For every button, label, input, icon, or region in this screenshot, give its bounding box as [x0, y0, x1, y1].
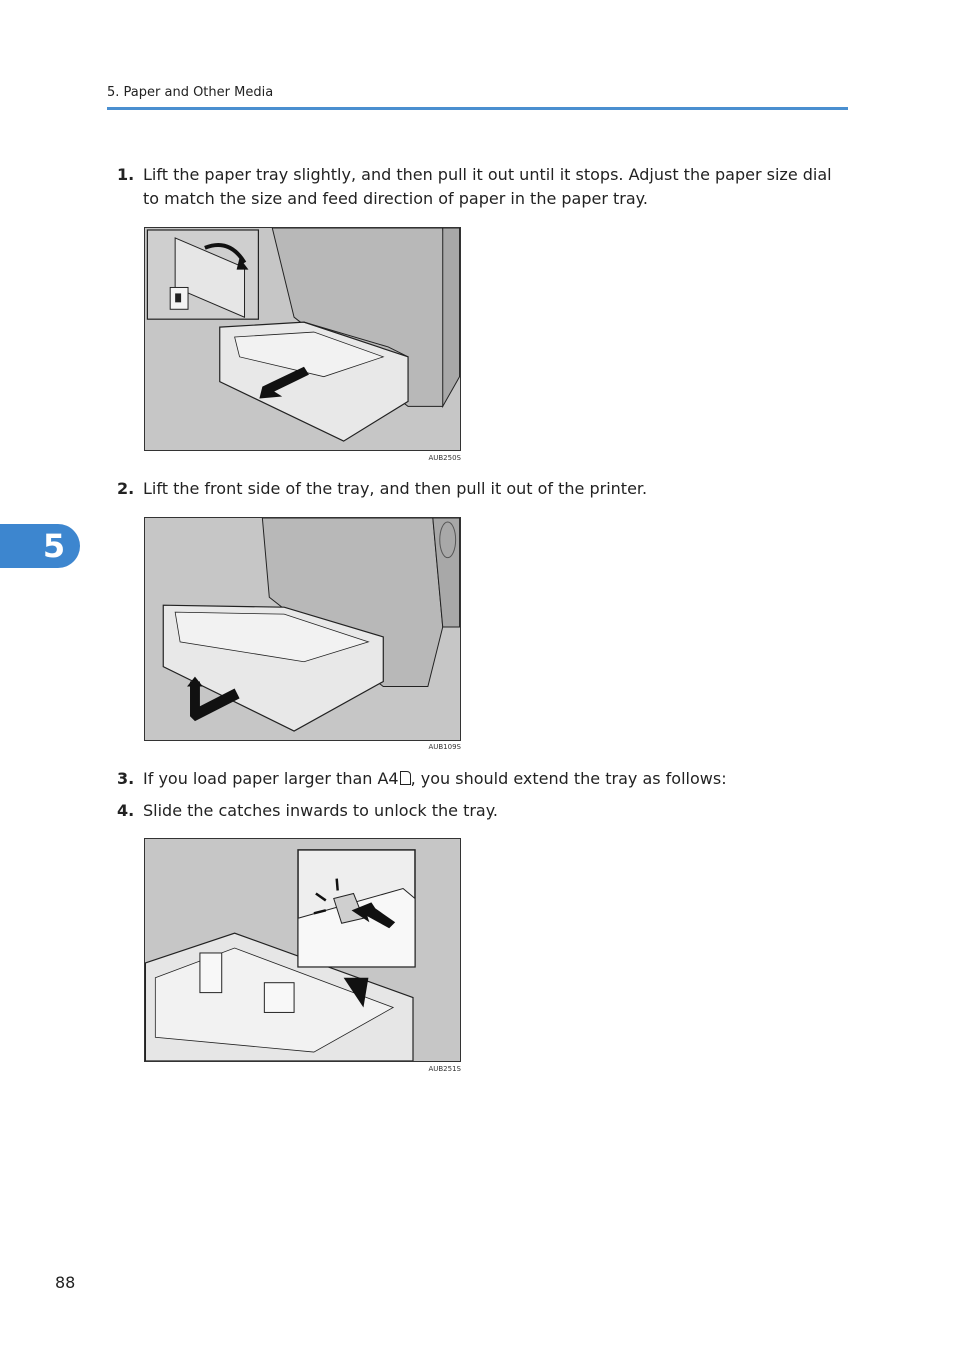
step-number: 1. [117, 165, 135, 184]
step-1 [117, 163, 837, 211]
header-rule [107, 107, 848, 110]
figure-code: AUB109S [428, 743, 461, 751]
step-text [143, 767, 837, 791]
step-text: Slide the catches inwards to unlock the tray. [143, 801, 498, 820]
figure-slide-catches [144, 838, 461, 1062]
chapter-tab: 5 [0, 524, 80, 568]
step-3 [117, 767, 837, 791]
step-4 [117, 799, 837, 823]
paper-orientation-icon [400, 771, 411, 785]
step-text: Lift the front side of the tray, and then pull it out of the printer. [143, 479, 648, 498]
figure-pull-out-tray [144, 227, 461, 451]
figure-remove-tray [144, 517, 461, 741]
tray-remove-illustration [145, 518, 460, 740]
step-number: 2. [117, 479, 135, 498]
step-text-part: , you should extend the tray as follows: [410, 769, 727, 788]
step-number: 3. [117, 769, 135, 788]
figure-code: AUB250S [428, 454, 461, 462]
step-text-part: If you load paper larger than A4 [143, 769, 399, 788]
tray-catches-illustration [145, 839, 460, 1061]
running-header: 5. Paper and Other Media [107, 85, 274, 100]
tray-pull-illustration [145, 228, 460, 450]
step-number: 4. [117, 801, 135, 820]
step-text: Lift the paper tray slightly, and then pull it out until it stops. Adjust the paper size dial to match the size and feed direction of paper in the paper tray. [143, 165, 832, 208]
step-2 [117, 477, 837, 501]
page-number: 88 [55, 1273, 76, 1292]
figure-code: AUB251S [428, 1065, 461, 1073]
